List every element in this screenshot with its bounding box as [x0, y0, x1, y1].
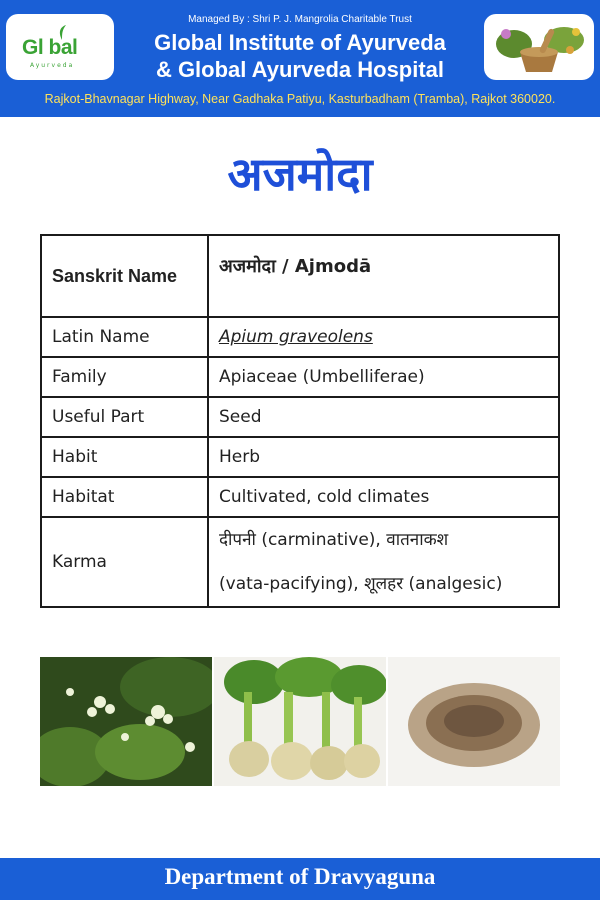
celery-seeds-photo — [388, 657, 560, 786]
herbs-mortar-image — [484, 14, 594, 80]
value-sanskrit-name: अजमोदा / Ajmodā — [208, 235, 559, 317]
label-habit: Habit — [41, 437, 208, 477]
label-habitat: Habitat — [41, 477, 208, 517]
label-useful-part: Useful Part — [41, 397, 208, 437]
page-title: अजमोदा — [227, 147, 373, 201]
logo-text: Gl bal — [22, 36, 78, 59]
celery-flowers-photo — [40, 657, 212, 786]
value-latin-name: Apium graveolens — [219, 327, 373, 347]
label-sanskrit-name: Sanskrit Name — [41, 235, 208, 317]
page-footer — [0, 858, 600, 900]
managed-by-text: Managed By : Shri P. J. Mangrolia Charitable Trust — [188, 14, 412, 25]
karma-line-2: (vata-pacifying), शूलहर (analgesic) — [219, 574, 503, 594]
hospital-title: & Global Ayurveda Hospital — [155, 57, 445, 82]
address-text: Rajkot-Bhavnagar Highway, Near Gadhaka Patiyu, Kasturbadham (Tramba), Rajkot 360020. — [44, 92, 556, 106]
table-row — [41, 235, 559, 317]
page-header — [0, 0, 600, 117]
table-row — [41, 357, 559, 397]
value-karma — [208, 517, 559, 607]
table-row — [41, 317, 559, 357]
label-family: Family — [41, 357, 208, 397]
value-habit: Herb — [208, 437, 559, 477]
label-karma: Karma — [41, 517, 208, 607]
table-row — [41, 437, 559, 477]
value-habitat: Cultivated, cold climates — [208, 477, 559, 517]
department-label: Department of Dravyaguna — [164, 864, 436, 889]
value-family: Apiaceae (Umbelliferae) — [208, 357, 559, 397]
institute-title: Global Institute of Ayurveda — [154, 30, 446, 55]
table-row — [41, 477, 559, 517]
value-useful-part: Seed — [208, 397, 559, 437]
table-row — [41, 397, 559, 437]
table-row — [41, 517, 559, 607]
logo-subtext: Ayurveda — [30, 62, 75, 69]
label-latin-name: Latin Name — [41, 317, 208, 357]
karma-line-1: दीपनी (carminative), वातनाकश — [219, 530, 449, 550]
global-ayurveda-logo — [6, 14, 114, 80]
celeriac-roots-photo — [214, 657, 386, 786]
herb-info-table — [40, 234, 560, 608]
